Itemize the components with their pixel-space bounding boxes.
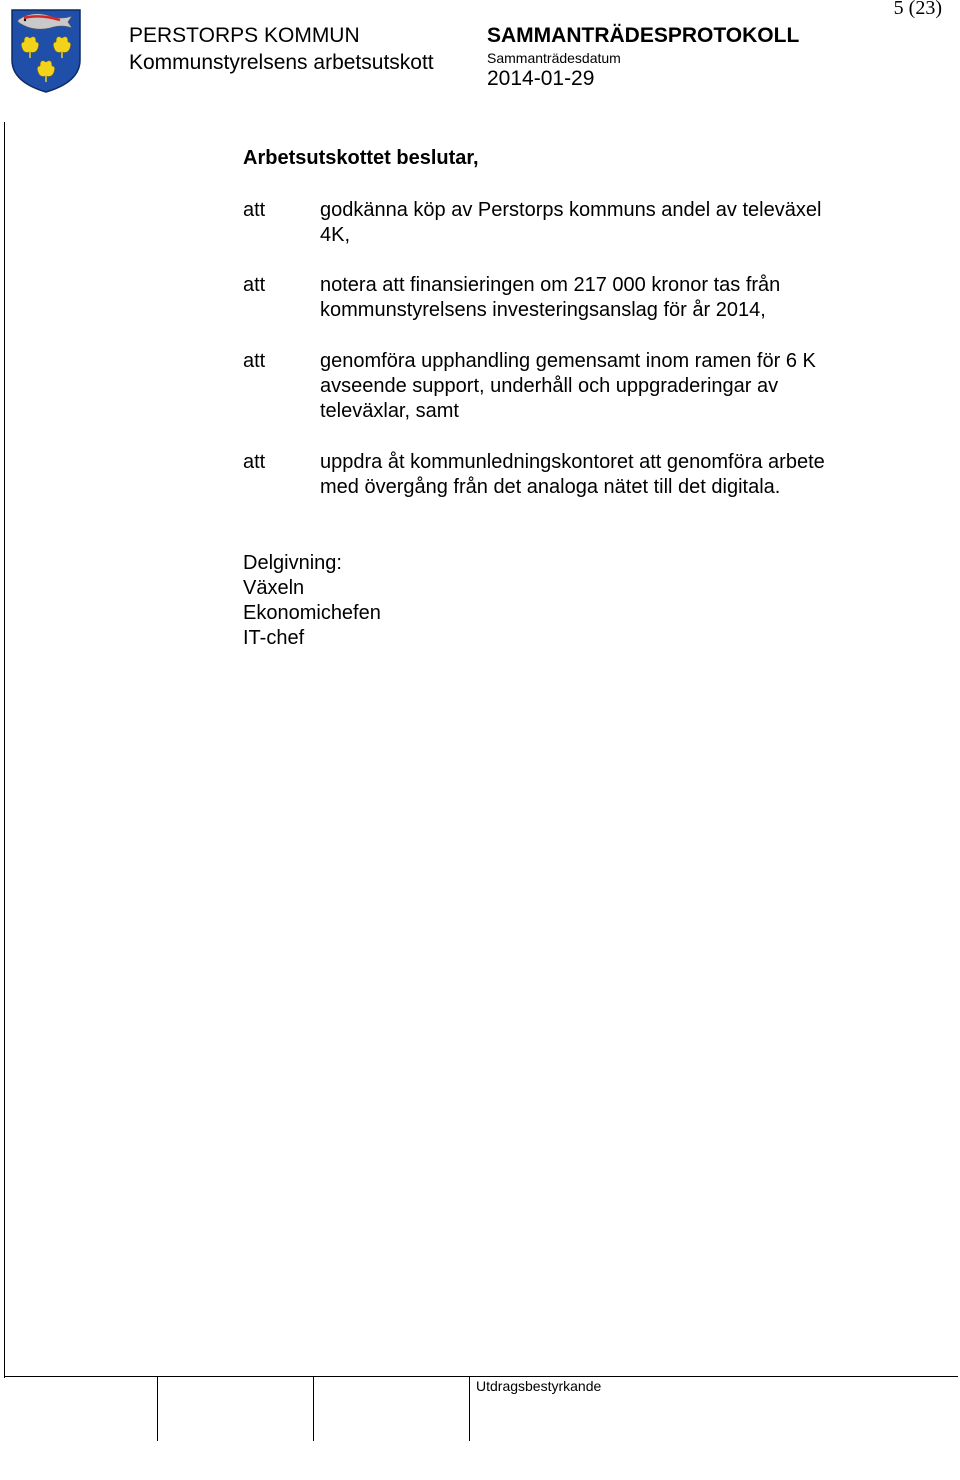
delivery-section bbox=[243, 551, 381, 651]
page-number: 5 (23) bbox=[893, 0, 942, 19]
signature-certification-label: Utdragsbestyrkande bbox=[476, 1378, 602, 1394]
decision-item bbox=[243, 450, 903, 500]
decision-item-line: genomföra upphandling gemensamt inom ramen för 6 K bbox=[320, 350, 816, 372]
decision-item-line: televäxlar, samt bbox=[320, 400, 459, 422]
meeting-date-value: 2014-01-29 bbox=[487, 67, 595, 90]
decision-item-line: avseende support, underhåll och uppgraderingar av bbox=[320, 375, 779, 397]
left-margin-rule bbox=[4, 122, 5, 1378]
meeting-date-label: Sammanträdesdatum bbox=[487, 50, 621, 66]
signature-cell-divider bbox=[313, 1377, 314, 1441]
organization-unit: Kommunstyrelsens arbetsutskott bbox=[129, 51, 434, 74]
decision-item-prefix: att bbox=[243, 451, 266, 473]
decision-item bbox=[243, 273, 903, 323]
decision-item bbox=[243, 349, 903, 424]
decision-item-prefix: att bbox=[243, 274, 266, 296]
signature-cell-divider bbox=[157, 1377, 158, 1441]
delivery-recipient: IT-chef bbox=[243, 627, 305, 649]
decision-item-text bbox=[320, 273, 910, 323]
municipal-coat-of-arms-icon bbox=[10, 8, 82, 94]
decision-item-prefix: att bbox=[243, 350, 266, 372]
decision-item-text bbox=[320, 349, 910, 424]
decision-item-text bbox=[320, 198, 910, 248]
signature-cell-divider bbox=[469, 1377, 470, 1441]
decision-item-prefix: att bbox=[243, 199, 266, 221]
decision-item-line: 4K, bbox=[320, 224, 351, 246]
delivery-recipient: Växeln bbox=[243, 577, 305, 599]
decision-item-line: kommunstyrelsens investeringsanslag för år 2014, bbox=[320, 299, 766, 321]
decision-item-line: med övergång från det analoga nätet till det digitala. bbox=[320, 476, 781, 498]
decision-item bbox=[243, 198, 903, 248]
organization-name: PERSTORPS KOMMUN bbox=[129, 24, 360, 47]
delivery-recipient: Ekonomichefen bbox=[243, 602, 381, 624]
decision-item-line: uppdra åt kommunledningskontoret att genomföra arbete bbox=[320, 451, 825, 473]
decision-item-line: notera att finansieringen om 217 000 kronor tas från bbox=[320, 274, 781, 296]
footer-rule bbox=[4, 1376, 958, 1377]
document-type: SAMMANTRÄDESPROTOKOLL bbox=[487, 24, 800, 47]
delivery-label: Delgivning: bbox=[243, 552, 342, 574]
decision-heading: Arbetsutskottet beslutar, bbox=[243, 147, 479, 169]
decision-item-text bbox=[320, 450, 910, 500]
decision-item-line: godkänna köp av Perstorps kommuns andel av televäxel bbox=[320, 199, 822, 221]
